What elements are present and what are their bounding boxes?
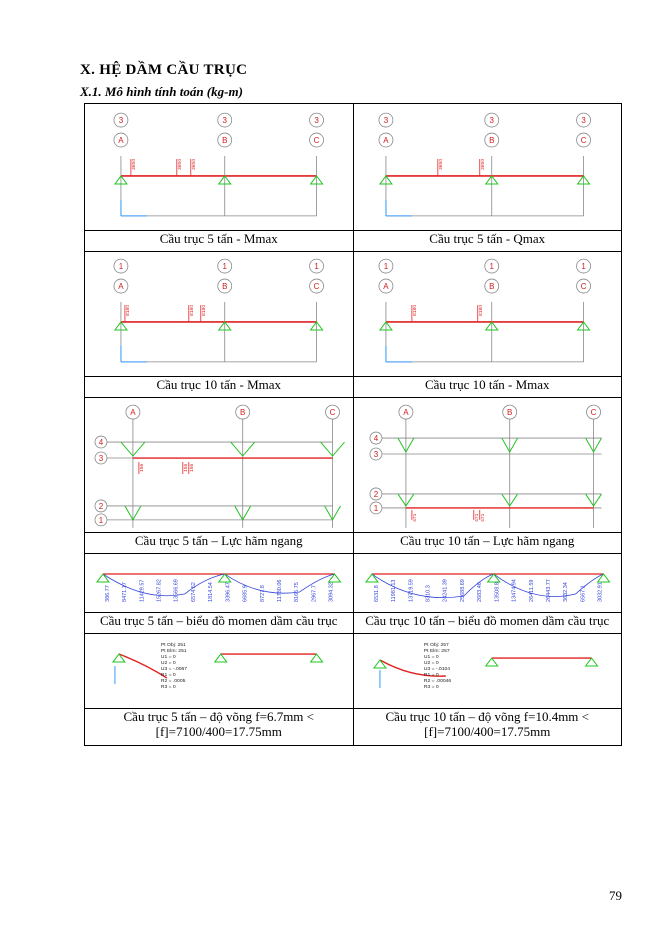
grid-label-4: 4 [98, 438, 104, 448]
figure-caption [85, 709, 354, 746]
moment-value-label: 13566.69 [173, 579, 180, 602]
grid-label-1: 1 [489, 262, 494, 272]
figure-crane5-qmax [353, 104, 622, 231]
load-label: 3650 [176, 158, 183, 170]
moment-value-label: 8310.3 [425, 585, 432, 602]
moment-value-label: 25688.69 [459, 579, 466, 602]
deflection-readout-line: U1 = 0 [423, 654, 439, 661]
grid-label-c: C [313, 282, 320, 292]
moment-value-label: 13474.94 [510, 579, 517, 602]
grid-label-c: C [580, 136, 586, 146]
figure-crane10-mmax [85, 252, 354, 377]
moment-value-label: 26443.77 [545, 579, 552, 602]
moment-value-label: 2967.7 [311, 585, 318, 602]
deflection-readout-line: R3 = 0 [423, 683, 439, 690]
grid-label-a: A [130, 408, 136, 418]
grid-label-1: 1 [222, 262, 227, 272]
moment-value-label: 6685.9 [242, 585, 249, 602]
grid-label-b: B [222, 282, 228, 292]
grid-label-1: 1 [98, 515, 104, 525]
deflected-beam [119, 654, 167, 678]
grid-label-1: 1 [580, 262, 586, 272]
grid-label-a: A [382, 136, 389, 146]
crane10-mmax-model-2 [354, 252, 622, 376]
subsection-title: X.1. Mô hình tính toán (kg-m) [80, 84, 243, 99]
deflection-readout-line: Pt Obj: 257 [423, 642, 449, 649]
deflection-readout-line: U3 = -.0104 [423, 666, 450, 673]
moment-value-label: 8471.17 [122, 582, 129, 602]
grid-label-b: B [488, 136, 494, 146]
moment-value-label: 8727.8 [259, 585, 266, 602]
moment-value-label: 2683.46 [476, 582, 483, 602]
moment-value-label: 11780.06 [276, 579, 283, 602]
load-label: 3650 [130, 158, 137, 170]
grid-label-1: 1 [118, 262, 124, 272]
grid-label-2: 2 [373, 489, 378, 499]
moment-value-label: 3632.34 [562, 582, 569, 602]
moment-value-label: 11981.13 [390, 579, 397, 602]
figure-crane5-braking [85, 398, 354, 533]
grid-label-3: 3 [222, 116, 227, 126]
crane10-moment-diagram [354, 554, 622, 612]
grid-label-b: B [222, 136, 228, 146]
deflection-readout-line: U2 = 0 [423, 660, 439, 667]
moment-value-label: 8165.75 [294, 582, 301, 602]
figure-caption: Cầu trục 5 tấn - Qmax [353, 231, 622, 252]
figure-table [84, 103, 622, 746]
load-label: 471 [479, 513, 486, 522]
figure-caption: Cầu trục 5 tấn – biểu đồ momen dầm cầu trục [85, 613, 354, 634]
load-label: 156 [182, 463, 189, 472]
grid-label-3: 3 [580, 116, 586, 126]
grid-label-a: A [118, 136, 124, 146]
load-label: 8180 [477, 304, 484, 316]
load-label: 3650 [479, 158, 486, 170]
figure-crane10-mmax-2 [353, 252, 622, 377]
figure-caption [353, 709, 622, 746]
grid-label-c: C [313, 136, 320, 146]
deflection-readout-line: Pt Elm: 257 [423, 648, 450, 655]
grid-label-3: 3 [489, 116, 494, 126]
crane5-moment-diagram [85, 554, 353, 612]
figure-crane10-moment-diagram [353, 554, 622, 613]
deflection-readout-line: U2 = 0 [160, 660, 176, 667]
moment-value-label: 11429.57 [139, 579, 146, 602]
moment-value-label: 15267.82 [156, 579, 163, 602]
crane5-deflection-diagram [85, 634, 353, 708]
deflection-readout-line: U1 = 0 [160, 654, 176, 661]
load-label: 8180 [411, 304, 418, 316]
figure-crane5-moment-diagram [85, 554, 354, 613]
moment-value-label: 6574.52 [190, 582, 197, 602]
grid-label-3: 3 [314, 116, 319, 126]
load-label: 156 [138, 463, 145, 472]
grid-label-b: B [240, 408, 246, 418]
load-label: 3650 [437, 158, 444, 170]
figure-crane10-braking [353, 398, 622, 533]
load-label: 471 [411, 513, 418, 522]
grid-label-b: B [488, 282, 494, 292]
deflection-readout-line: U3 = -.0067 [160, 666, 188, 673]
load-label: 8180 [200, 304, 207, 316]
grid-label-a: A [382, 282, 389, 292]
grid-label-1: 1 [314, 262, 319, 272]
figure-caption: Cầu trục 5 tấn - Mmax [85, 231, 354, 252]
section-title: X. HỆ DẦM CẦU TRỤC [80, 62, 248, 78]
grid-label-3: 3 [98, 454, 104, 464]
caption-line: [f]=7100/400=17.75mm [155, 724, 282, 739]
moment-value-label: 3094.32 [328, 582, 335, 602]
crane5-mmax-model [85, 104, 353, 230]
crane10-mmax-model [85, 252, 353, 376]
grid-label-3: 3 [383, 116, 388, 126]
caption-line: [f]=7100/400=17.75mm [424, 724, 551, 739]
moment-value-label: 13508.8 [493, 582, 500, 602]
moment-value-label: 24241.39 [442, 579, 449, 602]
figure-caption: Cầu trục 10 tấn – biểu đồ momen dầm cầu trục [353, 613, 622, 634]
figure-crane5-deflection [85, 634, 354, 709]
deflection-readout-line: Pt Elm: 251 [160, 648, 187, 655]
moment-value-label: 3396.47 [225, 582, 232, 602]
load-label: 8180 [188, 304, 195, 316]
moment-value-label: 1814.54 [208, 582, 215, 602]
grid-label-4: 4 [373, 434, 378, 444]
crane10-braking-model [354, 398, 622, 532]
deflection-readout-line: R2 = .0005 [160, 677, 186, 684]
deflection-readout-line: R1 = 0 [160, 671, 176, 678]
moment-value-label: 26411.59 [528, 579, 535, 602]
figure-caption: Cầu trục 5 tấn – Lực hãm ngang [85, 533, 354, 554]
crane5-qmax-model [354, 104, 622, 230]
moment-value-label: 386.77 [104, 585, 111, 602]
crane5-braking-model [85, 398, 353, 532]
moment-value-label: 13719.59 [407, 579, 414, 602]
grid-label-1: 1 [373, 503, 378, 513]
deflection-readout-line: R3 = 0 [160, 683, 176, 690]
deflection-readout-line: R1 = 0 [423, 671, 439, 678]
figure-caption: Cầu trục 10 tấn - Mmax [85, 377, 354, 398]
caption-line: Cầu trục 10 tấn – độ võng f=10.4mm < [385, 709, 589, 724]
moment-value-label: 6567.1 [579, 585, 586, 602]
grid-label-1: 1 [383, 262, 388, 272]
grid-label-b: B [506, 408, 512, 418]
caption-line: Cầu trục 5 tấn – độ võng f=6.7mm < [123, 709, 314, 724]
moment-value-label: 6531.8 [373, 585, 380, 602]
grid-label-3: 3 [118, 116, 124, 126]
grid-label-a: A [402, 408, 409, 418]
load-label: 471 [473, 513, 480, 522]
grid-label-c: C [580, 282, 586, 292]
deflection-readout-line: R2 = .00046 [423, 677, 451, 684]
grid-label-c: C [590, 408, 596, 418]
figure-caption: Cầu trục 10 tấn - Mmax [353, 377, 622, 398]
load-label: 8180 [124, 304, 131, 316]
deflection-readout-line: Pt Obj: 251 [160, 642, 186, 649]
moment-value-label: 3032.91 [597, 582, 604, 602]
grid-label-3: 3 [373, 450, 378, 460]
page-number: 79 [609, 888, 622, 903]
grid-label-a: A [118, 282, 124, 292]
grid-label-2: 2 [98, 501, 104, 511]
grid-label-c: C [329, 408, 336, 418]
figure-crane5-mmax [85, 104, 354, 231]
load-label: 156 [188, 463, 195, 472]
figure-crane10-deflection [353, 634, 622, 709]
load-label: 3650 [190, 158, 197, 170]
figure-caption: Cầu trục 10 tấn – Lực hãm ngang [353, 533, 622, 554]
crane10-deflection-diagram [354, 634, 622, 708]
